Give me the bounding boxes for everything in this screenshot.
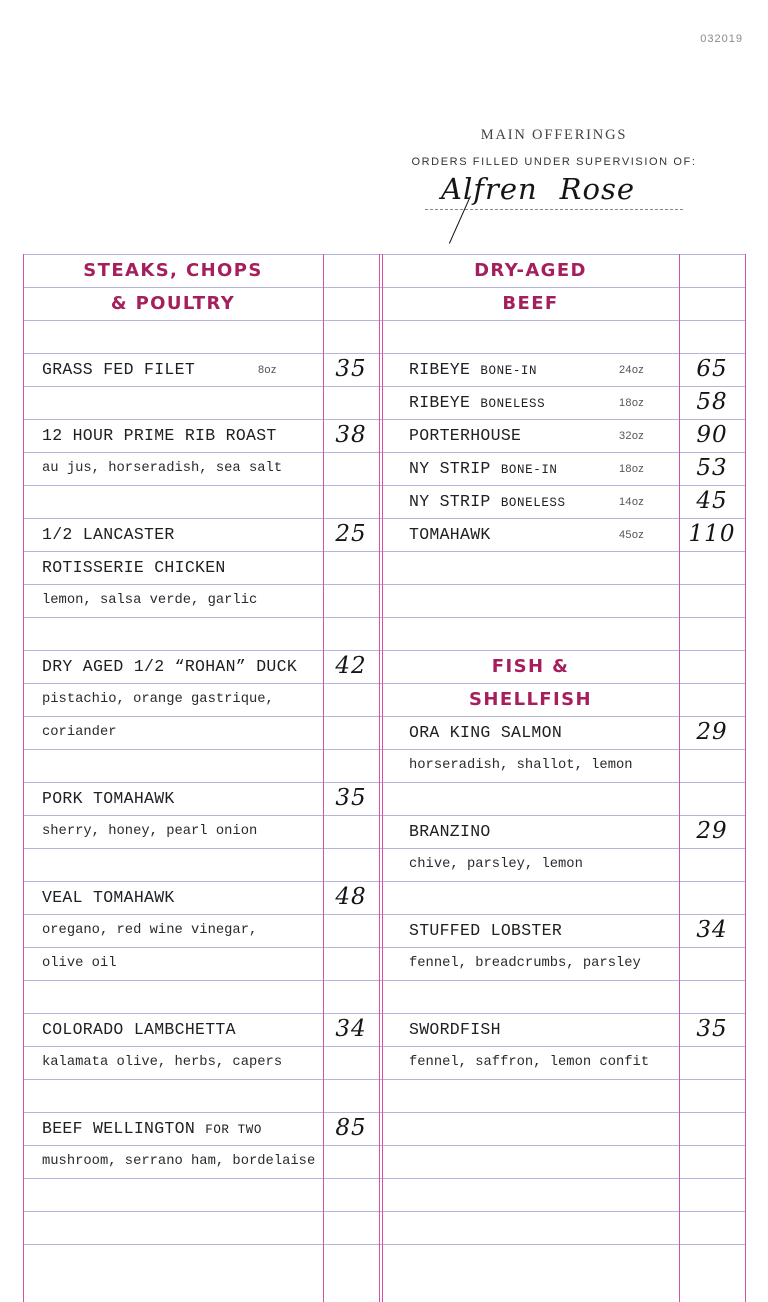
menu-item-price: 90 (696, 422, 728, 448)
menu-item-description: kalamata olive, herbs, capers (42, 1055, 283, 1070)
menu-item-price: 25 (335, 521, 367, 547)
menu-item-description: oregano, red wine vinegar, (42, 923, 258, 938)
menu-item-price: 42 (335, 653, 367, 679)
supervision-label: ORDERS FILLED UNDER SUPERVISION OF: (411, 156, 697, 168)
menu-item-description: fennel, breadcrumbs, parsley (409, 956, 641, 971)
ledger-rule (23, 1244, 746, 1245)
menu-item-description: pistachio, orange gastrique, (42, 692, 274, 707)
ledger-rule (23, 848, 746, 849)
menu-item-name-text: RIBEYE (409, 360, 471, 379)
menu-item-name: TOMAHAWK (409, 525, 491, 544)
menu-item-name: 12 HOUR PRIME RIB ROAST (42, 426, 277, 445)
ledger-rule (23, 716, 746, 717)
menu-item-name-text: RIBEYE (409, 393, 471, 412)
menu-title: MAIN OFFERINGS (480, 127, 628, 143)
menu-item-suffix: FOR TWO (205, 1123, 262, 1137)
menu-item-name (409, 386, 545, 419)
menu-item-name (409, 353, 537, 386)
center-divider (379, 254, 380, 1302)
section-title-shellfish: SHELLFISH (469, 689, 592, 710)
menu-item-description: mushroom, serrano ham, bordelaise (42, 1154, 316, 1169)
menu-item-description-continued: olive oil (42, 956, 117, 971)
signature-last: Rose (559, 172, 635, 206)
menu-item-price: 110 (688, 521, 736, 547)
ledger-border-left (23, 254, 24, 1302)
menu-item-description-continued: coriander (42, 725, 117, 740)
menu-item-name: BRANZINO (409, 822, 491, 841)
menu-item-name (409, 485, 566, 518)
menu-item-description: horseradish, shallot, lemon (409, 758, 633, 773)
menu-item-suffix: BONELESS (480, 397, 546, 411)
menu-item-size: 14oz (619, 496, 645, 508)
menu-item-price: 85 (335, 1115, 367, 1141)
menu-item-size: 24oz (619, 364, 645, 376)
menu-item-name: PORK TOMAHAWK (42, 789, 175, 808)
menu-item-description: sherry, honey, pearl onion (42, 824, 258, 839)
menu-item-size: 18oz (619, 397, 645, 409)
menu-item-price: 65 (696, 356, 728, 382)
ledger-rule (23, 980, 746, 981)
menu-item-name: COLORADO LAMBCHETTA (42, 1020, 236, 1039)
ledger-rule (23, 320, 746, 321)
section-title-fish: FISH & (491, 656, 570, 677)
menu-item-price: 53 (696, 455, 728, 481)
menu-item-size: 18oz (619, 463, 645, 475)
menu-item-price: 48 (335, 884, 367, 910)
menu-item-suffix: BONE-IN (480, 364, 538, 378)
menu-item-description: fennel, saffron, lemon confit (409, 1055, 650, 1070)
section-title-dry-aged: DRY-AGED (474, 260, 587, 281)
menu-code: 032019 (700, 33, 743, 45)
menu-item-price: 34 (696, 917, 728, 943)
menu-item-name: ORA KING SALMON (409, 723, 563, 742)
center-divider (382, 254, 383, 1302)
menu-item-name: STUFFED LOBSTER (409, 921, 563, 940)
menu-item-name (42, 1112, 262, 1145)
menu-item-price: 35 (335, 356, 367, 382)
ledger-rule (23, 1079, 746, 1080)
menu-item-size: 8oz (258, 364, 277, 376)
ledger-border-right (745, 254, 746, 1302)
section-title-beef: BEEF (502, 293, 559, 314)
menu-item-price: 29 (696, 818, 728, 844)
menu-item-size: 45oz (619, 529, 645, 541)
menu-item-price: 29 (696, 719, 728, 745)
menu-item-name-text: NY STRIP (409, 459, 491, 478)
menu-item-price: 45 (696, 488, 728, 514)
menu-item-price: 34 (335, 1016, 367, 1042)
menu-item-name: GRASS FED FILET (42, 360, 196, 379)
menu-item-size: 32oz (619, 430, 645, 442)
section-title-poultry: & POULTRY (110, 293, 236, 314)
menu-item-description: chive, parsley, lemon (409, 857, 583, 872)
menu-item-description: lemon, salsa verde, garlic (42, 593, 258, 608)
menu-item-price: 58 (696, 389, 728, 415)
menu-ledger (23, 254, 746, 1302)
menu-item-name: VEAL TOMAHAWK (42, 888, 175, 907)
menu-item-price: 35 (696, 1016, 728, 1042)
menu-item-name: SWORDFISH (409, 1020, 501, 1039)
menu-item-price: 35 (335, 785, 367, 811)
section-title-steaks: STEAKS, CHOPS (83, 260, 263, 281)
menu-item-name: PORTERHOUSE (409, 426, 522, 445)
chef-signature (441, 172, 635, 206)
menu-item-name: 1/2 LANCASTER (42, 525, 175, 544)
menu-item-name-text: BEEF WELLINGTON (42, 1119, 196, 1138)
menu-item-suffix: BONE-IN (500, 463, 558, 477)
ledger-rule (23, 1178, 746, 1179)
menu-item-price: 38 (335, 422, 367, 448)
menu-item-name-text: NY STRIP (409, 492, 491, 511)
menu-item-name: DRY AGED 1/2 “ROHAN” DUCK (42, 657, 298, 676)
signature-first: Alfren (441, 172, 538, 206)
menu-item-name-continued: ROTISSERIE CHICKEN (42, 558, 226, 577)
menu-item-description: au jus, horseradish, sea salt (42, 461, 283, 476)
ledger-rule (23, 749, 746, 750)
ledger-rule (23, 617, 746, 618)
ledger-rule (23, 1211, 746, 1212)
menu-item-name (409, 452, 558, 485)
menu-item-suffix: BONELESS (500, 496, 566, 510)
